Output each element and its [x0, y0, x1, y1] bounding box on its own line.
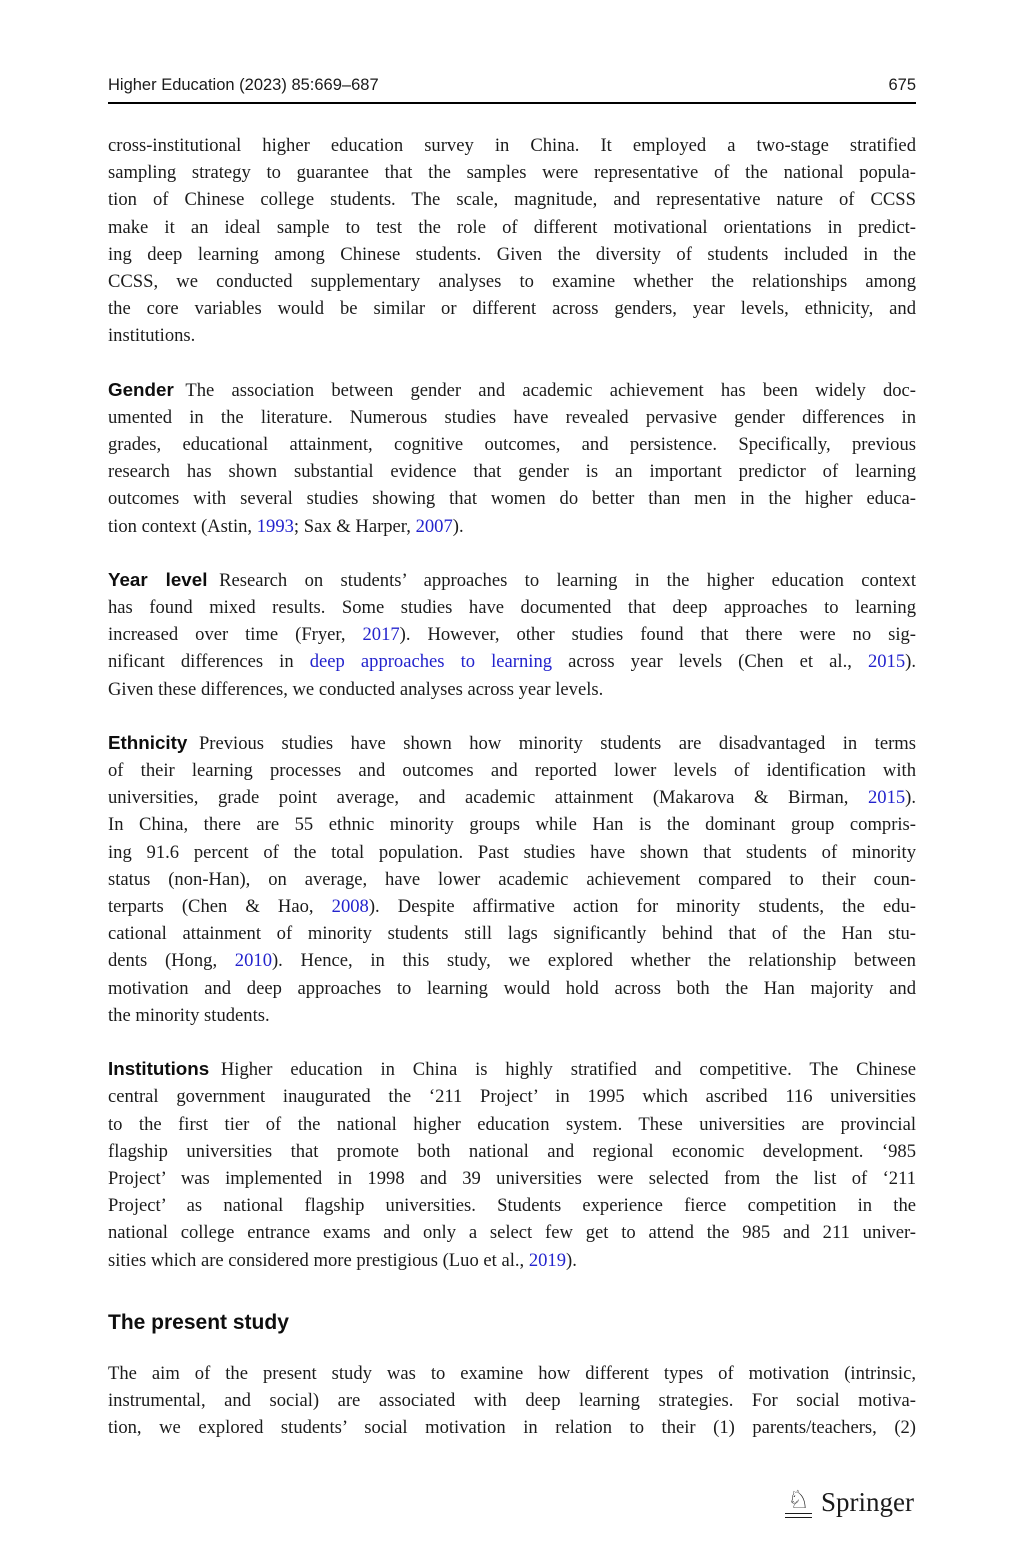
text-line [108, 1247, 916, 1274]
text-line [108, 920, 916, 947]
text-line [108, 214, 916, 241]
text-line [108, 132, 916, 159]
text-segment: ). Despite affirmative action for minority students, the edu- [368, 896, 916, 918]
text-segment: ). [566, 1249, 577, 1271]
paragraph [108, 1360, 916, 1442]
text-line [108, 839, 916, 866]
text-line [108, 1111, 916, 1138]
text-segment: Given these differences, we conducted analyses across year levels. [108, 678, 604, 700]
text-segment: central government inaugurated the ‘211 Project’ in 1995 which ascribed 116 universities [108, 1086, 916, 1108]
text-line [108, 268, 916, 295]
text-line [108, 1360, 916, 1387]
text-line [108, 676, 916, 703]
text-line [108, 757, 916, 784]
text-line [108, 866, 916, 893]
publisher-name: Springer [821, 1487, 914, 1517]
text-segment: has found mixed results. Some studies have documented that deep approaches to learning [108, 597, 916, 619]
run-in-heading: Institutions [108, 1058, 210, 1080]
chess-knight-icon: ♘ [785, 1487, 812, 1518]
text-segment: flagship universities that promote both national and regional economic development. ‘985 [108, 1140, 916, 1162]
section-heading: The present study [108, 1310, 289, 1334]
text-segment: tion of Chinese college students. The scale, magnitude, and representative nature of CCSS [108, 189, 916, 211]
text-segment: institutions. [108, 325, 196, 347]
text-line [108, 376, 916, 404]
text-segment: In China, there are 55 ethnic minority groups while Han is the dominant group compris- [108, 814, 916, 836]
text-segment: the core variables would be similar or different across genders, year levels, ethnicity, and [108, 298, 916, 320]
run-in-heading: Ethnicity [108, 731, 188, 753]
citation-link[interactable]: 2007 [415, 515, 453, 537]
text-segment: ). However, other studies found that there were no sig- [399, 624, 916, 646]
text-segment: status (non-Han), on average, have lower academic achievement compared to their coun- [108, 868, 916, 890]
text-segment: universities, grade point average, and academic attainment (Makarova & Birman, [108, 787, 868, 809]
text-segment: cational attainment of minority students still lags significantly behind that of the Han stu- [108, 923, 916, 945]
text-line [108, 893, 916, 920]
citation-link[interactable]: 2015 [867, 651, 906, 673]
text-segment: CCSS, we conducted supplementary analyses to examine whether the relationships among [108, 271, 916, 293]
paragraph [108, 729, 916, 1029]
text-segment: ; Sax & Harper, [293, 515, 416, 537]
citation-link[interactable]: 2017 [362, 624, 400, 646]
text-line [108, 322, 916, 349]
text-line [108, 621, 916, 648]
text-line [108, 1414, 916, 1441]
text-line [108, 1055, 916, 1083]
text-segment: to the first tier of the national higher education system. These universities are provincial [108, 1113, 916, 1135]
citation-link[interactable]: 1993 [256, 515, 294, 537]
text-line [108, 947, 916, 974]
citation-link[interactable]: 2010 [234, 950, 272, 972]
text-segment: Previous studies have shown how minority students are disadvantaged in terms [198, 732, 916, 754]
text-segment: sities which are considered more prestigious (Luo et al., [108, 1249, 529, 1271]
text-segment: the minority students. [108, 1004, 270, 1026]
citation-link[interactable]: deep approaches to learning [309, 651, 553, 673]
run-in-heading: Year level [108, 568, 208, 590]
header-rule [108, 102, 916, 104]
text-line [108, 1165, 916, 1192]
text-segment: Project’ was implemented in 1998 and 39 universities were selected from the list of ‘211 [108, 1167, 916, 1189]
citation-link[interactable]: 2019 [528, 1249, 567, 1271]
text-line [108, 975, 916, 1002]
paragraph [108, 566, 916, 703]
citation-link[interactable]: 2008 [331, 896, 369, 918]
text-segment: motivation and deep approaches to learning would hold across both the Han majority and [108, 977, 916, 999]
text-line [108, 295, 916, 322]
text-line [108, 811, 916, 838]
text-line [108, 1083, 916, 1110]
text-line [108, 1219, 916, 1246]
text-segment: across year levels (Chen et al., [552, 651, 868, 673]
text-line [108, 1192, 916, 1219]
citation-link[interactable]: 2015 [867, 787, 906, 809]
text-line [108, 594, 916, 621]
text-line [108, 1002, 916, 1029]
text-segment: tion, we explored students’ social motivation in relation to their (1) parents/teachers, (2) [108, 1417, 916, 1439]
text-segment: make it an ideal sample to test the role of different motivational orientations in predict- [108, 216, 916, 238]
text-segment: outcomes with several studies showing that women do better than men in the higher educa- [108, 488, 916, 510]
text-segment: umented in the literature. Numerous studies have revealed pervasive gender differences in [108, 406, 916, 428]
text-line [108, 431, 916, 458]
text-line [108, 1387, 916, 1414]
text-segment: tion context (Astin, [108, 515, 257, 537]
text-segment: terparts (Chen & Hao, [108, 896, 332, 918]
text-line [108, 485, 916, 512]
text-segment: sampling strategy to guarantee that the samples were representative of the national popula- [108, 162, 916, 184]
text-line [108, 159, 916, 186]
text-segment: ). [905, 787, 916, 809]
text-line [108, 729, 916, 757]
text-segment: instrumental, and social) are associated with deep learning strategies. For social motiva- [108, 1389, 916, 1411]
springer-logo [785, 1487, 914, 1518]
text-segment: national college entrance exams and only a select few get to attend the 985 and 211 univer- [108, 1222, 916, 1244]
text-line [108, 566, 916, 594]
text-line [108, 458, 916, 485]
text-segment: The aim of the present study was to examine how different types of motivation (intrinsic, [108, 1362, 916, 1384]
text-segment: ). [452, 515, 464, 537]
article-body [108, 132, 916, 1441]
text-line [108, 513, 916, 540]
text-segment: ing 91.6 percent of the total population. Past studies have shown that students of minority [108, 841, 916, 863]
text-segment: Higher education in China is highly stratified and competitive. The Chinese [220, 1059, 916, 1081]
text-segment: ). Hence, in this study, we explored whether the relationship between [271, 950, 916, 972]
text-segment: ing deep learning among Chinese students. Given the diversity of students included in the [108, 243, 916, 265]
paragraph [108, 132, 916, 350]
page-number: 675 [888, 76, 916, 94]
text-segment: increased over time (Fryer, [108, 624, 363, 646]
text-line [108, 241, 916, 268]
text-line [108, 784, 916, 811]
text-segment: of their learning processes and outcomes and reported lower levels of identification with [108, 760, 916, 782]
running-head [108, 76, 916, 95]
text-line [108, 648, 916, 675]
paragraph [108, 1055, 916, 1274]
text-line [108, 404, 916, 431]
text-line [108, 1138, 916, 1165]
text-segment: dents (Hong, [108, 950, 235, 972]
text-segment: grades, educational attainment, cognitive outcomes, and persistence. Specifically, previous [108, 434, 916, 456]
text-segment: The association between gender and academic achievement has been widely doc- [185, 379, 916, 401]
text-segment: ). [905, 651, 916, 673]
text-segment: Project’ as national flagship universities. Students experience fierce competition in the [108, 1195, 916, 1217]
journal-reference: Higher Education (2023) 85:669–687 [108, 76, 379, 94]
text-segment: nificant differences in [108, 651, 310, 673]
paragraph [108, 376, 916, 540]
run-in-heading: Gender [108, 378, 174, 400]
text-line [108, 186, 916, 213]
text-segment: research has shown substantial evidence that gender is an important predictor of learning [108, 461, 916, 483]
text-segment: Research on students’ approaches to learning in the higher education context [219, 569, 917, 591]
text-segment: cross-institutional higher education survey in China. It employed a two-stage stratified [108, 135, 916, 156]
